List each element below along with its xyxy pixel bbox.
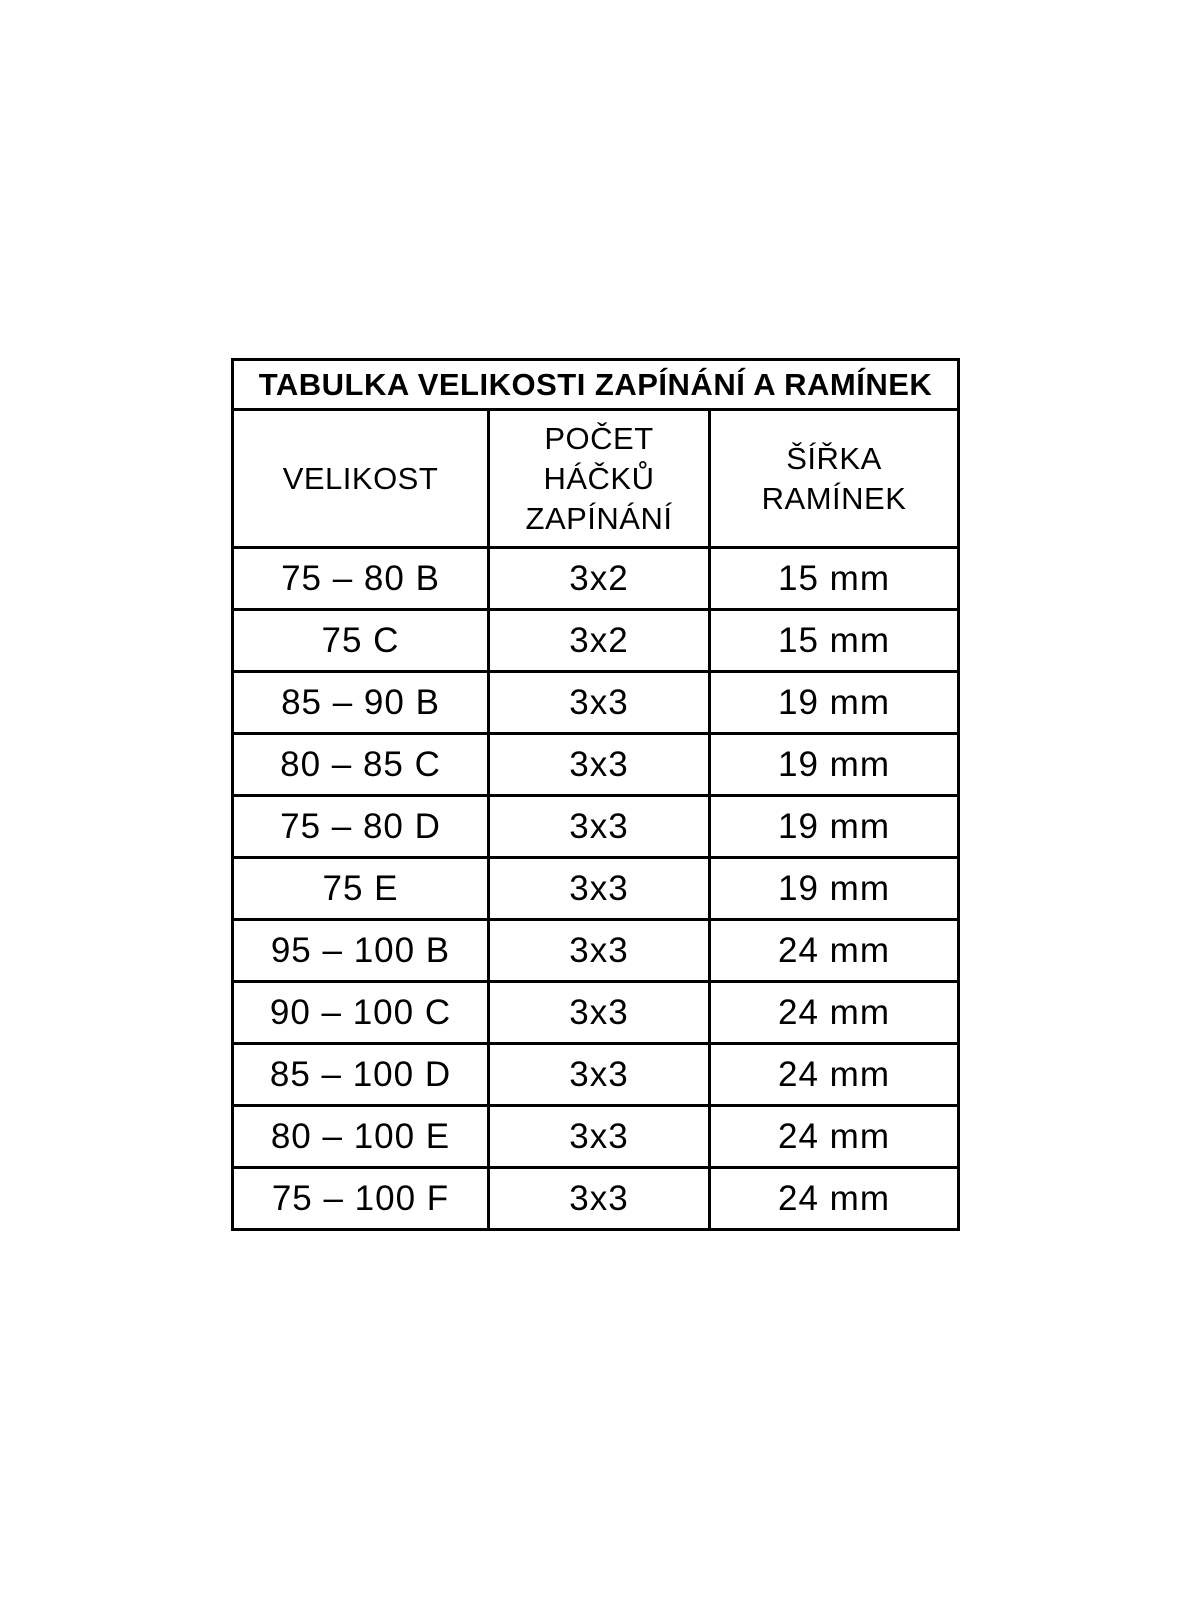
table-row [233,796,959,858]
size-cell: 85 – 90 B [233,672,489,734]
table-row [233,1106,959,1168]
strap-width-cell: 24 mm [710,982,959,1044]
strap-width-cell: 15 mm [710,610,959,672]
hooks-cell: 3x3 [489,1044,710,1106]
column-header-size: VELIKOST [233,410,489,548]
table-row [233,548,959,610]
size-table-container [231,358,960,1231]
size-cell: 90 – 100 C [233,982,489,1044]
size-cell: 75 C [233,610,489,672]
size-cell: 75 – 100 F [233,1168,489,1230]
hooks-cell: 3x3 [489,920,710,982]
table-title: TABULKA VELIKOSTI ZAPÍNÁNÍ A RAMÍNEK [233,360,959,410]
table-row [233,734,959,796]
table-row [233,858,959,920]
strap-width-cell: 19 mm [710,734,959,796]
hooks-cell: 3x3 [489,858,710,920]
hooks-cell: 3x3 [489,734,710,796]
strap-width-cell: 24 mm [710,1106,959,1168]
strap-width-cell: 15 mm [710,548,959,610]
table-title-row [233,360,959,410]
hooks-cell: 3x2 [489,610,710,672]
column-header-hook-count: POČET HÁČKŮ ZAPÍNÁNÍ [489,410,710,548]
size-cell: 95 – 100 B [233,920,489,982]
table-row [233,1168,959,1230]
size-cell: 85 – 100 D [233,1044,489,1106]
table-row [233,982,959,1044]
size-cell: 80 – 100 E [233,1106,489,1168]
strap-width-cell: 24 mm [710,1168,959,1230]
size-cell: 75 – 80 B [233,548,489,610]
table-row [233,1044,959,1106]
size-cell: 80 – 85 C [233,734,489,796]
hooks-cell: 3x3 [489,672,710,734]
strap-width-cell: 24 mm [710,1044,959,1106]
hooks-cell: 3x3 [489,796,710,858]
hooks-cell: 3x3 [489,1168,710,1230]
hooks-cell: 3x2 [489,548,710,610]
hooks-cell: 3x3 [489,1106,710,1168]
size-cell: 75 E [233,858,489,920]
strap-width-cell: 19 mm [710,858,959,920]
table-row [233,610,959,672]
strap-width-cell: 24 mm [710,920,959,982]
table-row [233,672,959,734]
column-header-strap-width: ŠÍŘKA RAMÍNEK [710,410,959,548]
size-table [231,358,960,1231]
strap-width-cell: 19 mm [710,672,959,734]
table-row [233,920,959,982]
strap-width-cell: 19 mm [710,796,959,858]
hooks-cell: 3x3 [489,982,710,1044]
size-cell: 75 – 80 D [233,796,489,858]
table-header-row [233,410,959,548]
